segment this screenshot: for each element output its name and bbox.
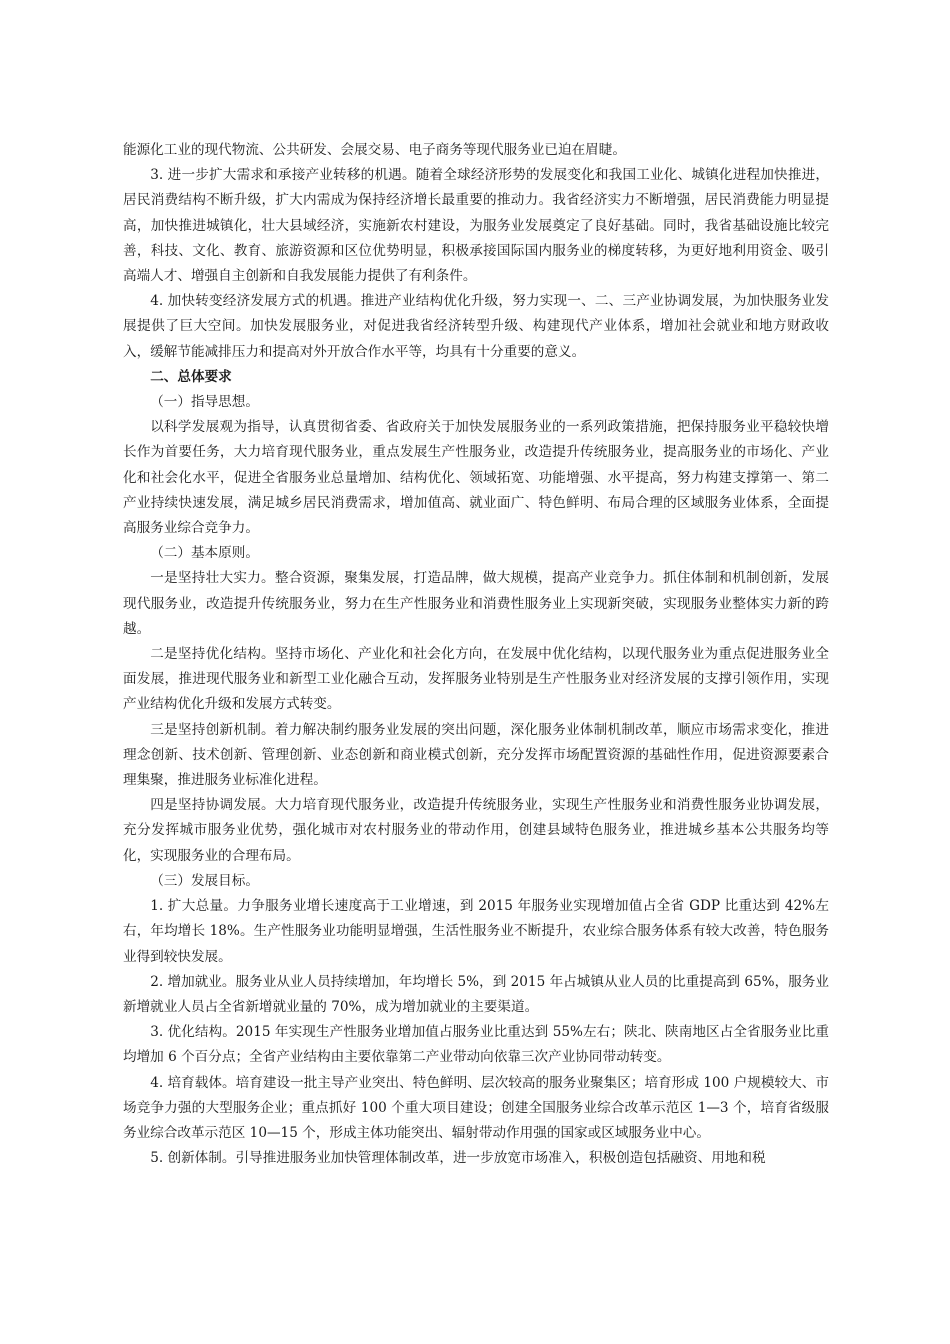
paragraph: 二是坚持优化结构。坚持市场化、产业化和社会化方向，在发展中优化结构，以现代服务业为重点促进服务业全面发展，推进现代服务业和新型工业化融合互动，发挥服务业特别是生产性服务业对经济发展的支撑引领作用，实现产业结构优化升级和发展方式转变。: [123, 646, 829, 713]
paragraph: 三是坚持创新机制。着力解决制约服务业发展的突出问题，深化服务业体制机制改革，顺应市场需求变化，推进理念创新、技术创新、管理创新、业态创新和商业模式创新，充分发挥市场配置资源的基础性作用，促进资源要素合理集聚，推进服务业标准化进程。: [123, 721, 829, 789]
paragraph: 以科学发展观为指导，认真贯彻省委、省政府关于加快发展服务业的一系列政策措施，把保持服务业平稳较快增长作为首要任务，大力培育现代服务业，重点发展生产性服务业，改造提升传统服务业，提高服务业的市场化、产业化和社会化水平，促进全省服务业总量增加、结构优化、领域拓宽、功能增强、水平提高，努力构建支撑第一、第二产业持续快速发展，满足城乡居民消费需求，增加值高、就业面广、特色鲜明、布局合理的区域服务业体系，全面提高服务业综合竞争力。: [123, 419, 829, 537]
paragraph: 5. 创新体制。引导推进服务业加快管理体制改革，进一步放宽市场准入，积极创造包括融资、用地和税: [150, 1150, 766, 1167]
paragraph: 四是坚持协调发展。大力培育现代服务业，改造提升传统服务业，实现生产性服务业和消费性服务业协调发展，充分发挥城市服务业优势，强化城市对农村服务业的带动作用，创建县域特色服务业，推进城乡基本公共服务均等化，实现服务业的合理布局。: [123, 797, 829, 864]
paragraph: 3. 优化结构。2015 年实现生产性服务业增加值占服务业比重达到 55%左右；陕北、陕南地区占全省服务业比重均增加 6 个百分点；全省产业结构由主要依靠第二产业带动向依靠三次产业协同带动转变。: [123, 1024, 829, 1066]
subsection-heading: （二）基本原则。: [150, 545, 259, 562]
subsection-heading: （一）指导思想。: [150, 394, 259, 411]
section-heading: 二、总体要求: [150, 368, 232, 385]
document-page: [123, 138, 829, 1171]
paragraph: 4. 培育载体。培育建设一批主导产业突出、特色鲜明、层次较高的服务业聚集区；培育形成 100 户规模较大、市场竞争力强的大型服务企业；重点抓好 100 个重大项目建设；创建全国服务业综合改革示范区 1—3 个，培育省级服务业综合改革示范区 10—15 个，形成主体功能突出、辐射带动作用强的国家或区域服务业中心。: [123, 1074, 829, 1141]
paragraph: 3. 进一步扩大需求和承接产业转移的机遇。随着全球经济形势的发展变化和我国工业化、城镇化进程加快推进，居民消费结构不断升级，扩大内需成为保持经济增长最重要的推动力。我省经济实力不断增强，居民消费能力明显提高，加快推进城镇化，壮大县域经济，实施新农村建设，为服务业发展奠定了良好基础。同时，我省基础设施比较完善，科技、文化、教育、旅游资源和区位优势明显，积极承接国际国内服务业的梯度转移，为更好地利用资金、吸引高端人才、增强自主创新和自我发展能力提供了有利条件。: [123, 167, 829, 285]
paragraph: 能源化工业的现代物流、公共研发、会展交易、电子商务等现代服务业已迫在眉睫。: [123, 142, 626, 158]
paragraph: 1. 扩大总量。力争服务业增长速度高于工业增速，到 2015 年服务业实现增加值占全省 GDP 比重达到 42%左右，年均增长 18%。生产性服务业功能明显增强，生活性服务业不断提升，农业综合服务体系有较大改善，特色服务业得到较快发展。: [123, 898, 829, 965]
paragraph: 2. 增加就业。服务业从业人员持续增加，年均增长 5%，到 2015 年占城镇从业人员的比重提高到 65%，服务业新增就业人员占全省新增就业量的 70%，成为增加就业的主要渠道。: [123, 973, 829, 1015]
paragraph: 4. 加快转变经济发展方式的机遇。推进产业结构优化升级，努力实现一、二、三产业协调发展，为加快服务业发展提供了巨大空间。加快发展服务业，对促进我省经济转型升级、构建现代产业体系，增加社会就业和地方财政收入，缓解节能减排压力和提高对外开放合作水平等，均具有十分重要的意义。: [123, 293, 829, 360]
paragraph: 一是坚持壮大实力。整合资源，聚集发展，打造品牌，做大规模，提高产业竞争力。抓住体制和机制创新，发展现代服务业，改造提升传统服务业，努力在生产性服务业和消费性服务业上实现新突破，实现服务业整体实力新的跨越。: [123, 570, 829, 637]
subsection-heading: （三）发展目标。: [150, 872, 259, 889]
